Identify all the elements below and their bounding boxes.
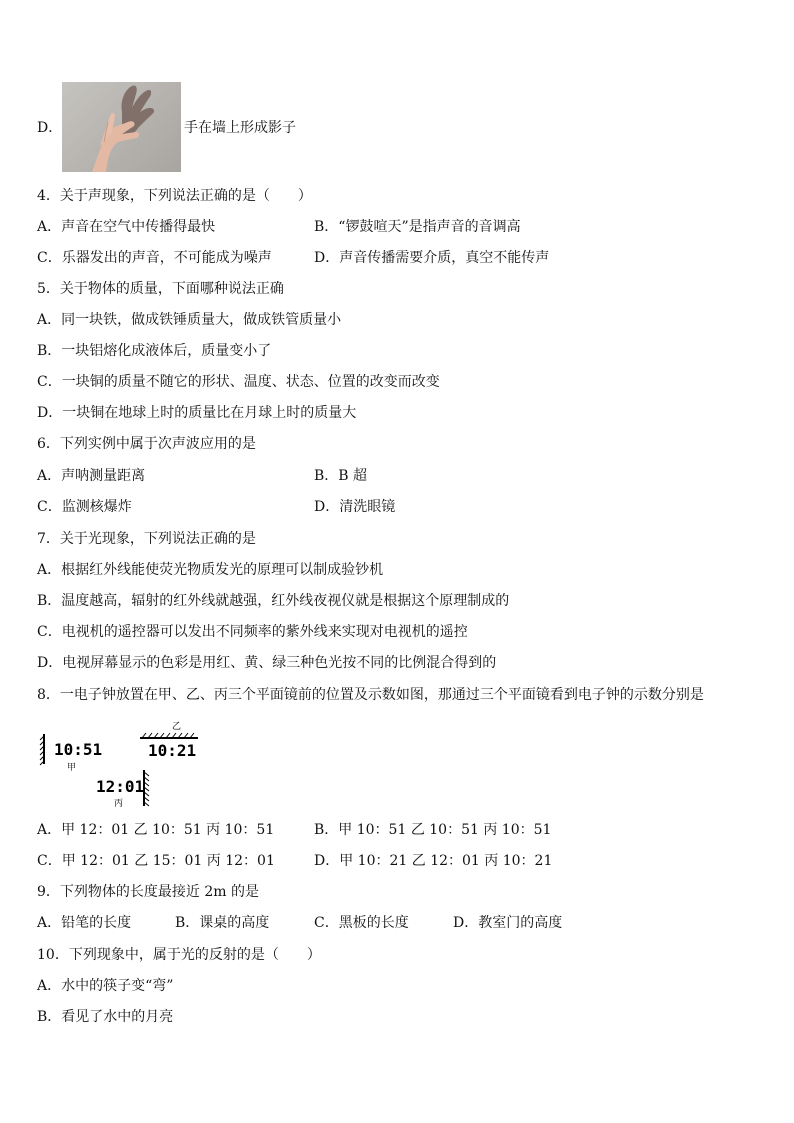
q5-option-b: B．一块铝熔化成液体后，质量变小了 bbox=[37, 343, 272, 359]
q4-option-c: C．乐器发出的声音，不可能成为噪声 bbox=[37, 250, 272, 266]
q8-stem: 8．一电子钟放置在甲、乙、丙三个平面镜前的位置及示数如图，那通过三个平面镜看到电子钟的示数分别是 bbox=[37, 687, 704, 703]
q5-option-c: C．一块铜的质量不随它的形状、温度、状态、位置的改变而改变 bbox=[37, 374, 440, 390]
q3-option-d-label: D． bbox=[37, 120, 63, 136]
q9-option-a: A．铅笔的长度 bbox=[37, 915, 132, 931]
q4-option-a: A．声音在空气中传播得最快 bbox=[37, 219, 216, 235]
q7-option-b: B．温度越高，辐射的红外线就越强，红外线夜视仪就是根据这个原理制成的 bbox=[37, 593, 510, 609]
q10-option-b: B．看见了水中的月亮 bbox=[37, 1009, 174, 1025]
q10-stem: 10．下列现象中，属于光的反射的是（ ） bbox=[37, 947, 321, 963]
q6-option-d: D．清洗眼镜 bbox=[314, 499, 396, 515]
mirror-clock-figure bbox=[30, 718, 220, 813]
q8-option-d: D．甲 10：21 乙 12：01 丙 10：21 bbox=[314, 853, 553, 869]
q6-option-a: A．声呐测量距离 bbox=[37, 468, 146, 484]
q9-option-d: D．教室门的高度 bbox=[453, 915, 563, 931]
clock-yi-reading: 10:21 bbox=[148, 741, 197, 760]
q9-stem: 9．下列物体的长度最接近 2m 的是 bbox=[37, 884, 259, 900]
q10-option-a: A．水中的筷子变“弯” bbox=[37, 978, 174, 994]
q7-option-a: A．根据红外线能使荧光物质发光的原理可以制成验钞机 bbox=[37, 562, 384, 578]
q8-option-a: A．甲 12：01 乙 10：51 丙 10：51 bbox=[37, 822, 275, 838]
q9-option-c: C．黑板的长度 bbox=[314, 915, 409, 931]
q6-stem: 6．下列实例中属于次声波应用的是 bbox=[37, 436, 256, 452]
clock-jia-reading: 10:51 bbox=[54, 740, 103, 759]
q7-option-c: C．电视机的遥控器可以发出不同频率的紫外线来实现对电视机的遥控 bbox=[37, 624, 468, 640]
hand-shadow-photo bbox=[62, 82, 181, 172]
mirror-clock-diagram bbox=[30, 718, 220, 813]
q5-option-d: D．一块铜在地球上时的质量比在月球上时的质量大 bbox=[37, 405, 357, 421]
q9-option-b: B．课桌的高度 bbox=[175, 915, 270, 931]
q3-option-d-text: 手在墙上形成影子 bbox=[184, 120, 296, 136]
q5-option-a: A．同一块铁，做成铁锤质量大，做成铁管质量小 bbox=[37, 312, 342, 328]
label-jia: 甲 bbox=[67, 763, 77, 773]
q7-stem: 7．关于光现象，下列说法正确的是 bbox=[37, 531, 256, 547]
clock-bing-reading: 12:01 bbox=[96, 777, 145, 796]
q7-option-d: D．电视屏幕显示的色彩是用红、黄、绿三种色光按不同的比例混合得到的 bbox=[37, 655, 497, 671]
q8-option-c: C．甲 12：01 乙 15：01 丙 12：01 bbox=[37, 853, 275, 869]
label-bing: 丙 bbox=[114, 799, 124, 809]
q6-option-b: B．B 超 bbox=[314, 468, 368, 484]
q8-option-b: B．甲 10：51 乙 10：51 丙 10：51 bbox=[314, 822, 552, 838]
q4-option-b: B．“锣鼓喧天”是指声音的音调高 bbox=[314, 219, 521, 235]
label-yi: 乙 bbox=[172, 722, 182, 732]
q4-stem: 4．关于声现象，下列说法正确的是（ ） bbox=[37, 188, 312, 204]
q4-option-d: D．声音传播需要介质，真空不能传声 bbox=[314, 250, 550, 266]
q6-option-c: C．监测核爆炸 bbox=[37, 499, 132, 515]
hand-shadow-illustration bbox=[62, 82, 181, 172]
q5-stem: 5．关于物体的质量，下面哪种说法正确 bbox=[37, 281, 284, 297]
